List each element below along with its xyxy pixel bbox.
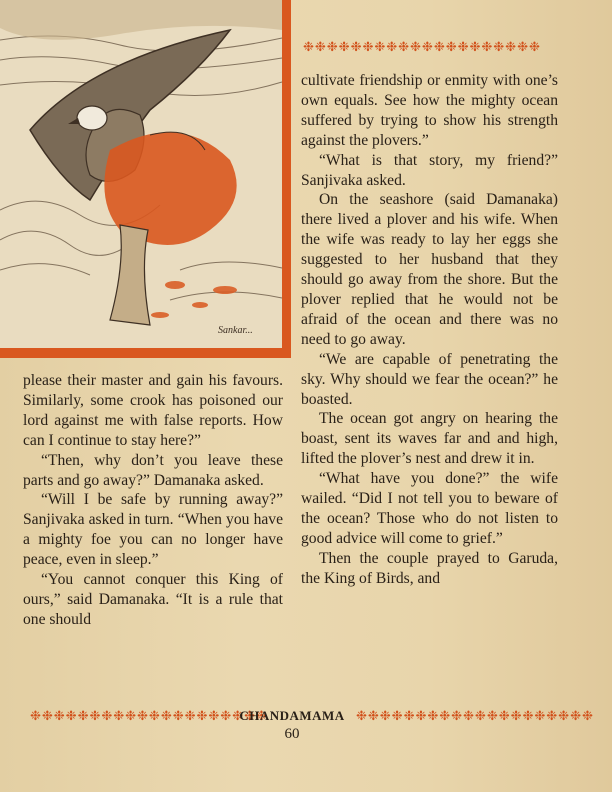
eagle-illustration <box>0 0 291 358</box>
top-ornament-border: ❉❉❉❉❉❉❉❉❉❉❉❉❉❉❉❉❉❉❉❉ <box>303 40 541 55</box>
paragraph: “We are capable of penetrating the sky. Why should we fear the ocean?” he boasted. <box>301 350 558 408</box>
page-number: 60 <box>284 726 300 742</box>
artist-signature: Sankar... <box>218 325 253 336</box>
paragraph: “Then, why don’t you leave these parts and go away?” Damanaka asked. <box>23 451 283 489</box>
paragraph: “Will I be safe by running away?” Sanjivaka asked in turn. “When you have a mighty foe you can no longer have peace, even in sleep.” <box>23 491 283 569</box>
paragraph: The ocean got angry on hearing the boast, sent its waves far and and high, lifted the plover’s nest and drew it in. <box>301 410 558 468</box>
right-text-column <box>301 71 558 589</box>
paragraph: “What have you done?” the wife wailed. “Did I not tell you to beware of the ocean? Those who do not listen to good advice will come to grief.” <box>301 470 558 547</box>
footer-ornament-right: ❉❉❉❉❉❉❉❉❉❉❉❉❉❉❉❉❉❉❉❉ <box>356 709 594 724</box>
magazine-title: CHANDAMAMA <box>239 708 345 723</box>
paragraph: “You cannot conquer this King of ours,” said Damanaka. “It is a rule that one should <box>23 571 283 628</box>
paragraph: On the seashore (said Damanaka) there lived a plover and his wife. When the wife was ready to lay her eggs she suggested to her husband that they should go away from the shore. But the plover replied that he would not be afraid of the ocean and there was no need to go away. <box>301 191 558 348</box>
paragraph: cultivate friendship or enmity with one’s own equals. See how the mighty ocean suffered by trying to show his strength against the plovers.” <box>301 72 558 149</box>
left-text-column <box>23 371 283 630</box>
paragraph: “What is that story, my friend?” Sanjivaka asked. <box>301 151 558 189</box>
paragraph: Then the couple prayed to Garuda, the King of Birds, and <box>301 549 558 587</box>
paragraph: please their master and gain his favours. Similarly, some crook has poisoned our lord against me with false reports. How can I continue to stay here?” <box>23 372 283 449</box>
story-illustration <box>0 0 291 358</box>
footer-ornament-left: ❉❉❉❉❉❉❉❉❉❉❉❉❉❉❉❉❉❉❉❉ <box>30 709 268 724</box>
